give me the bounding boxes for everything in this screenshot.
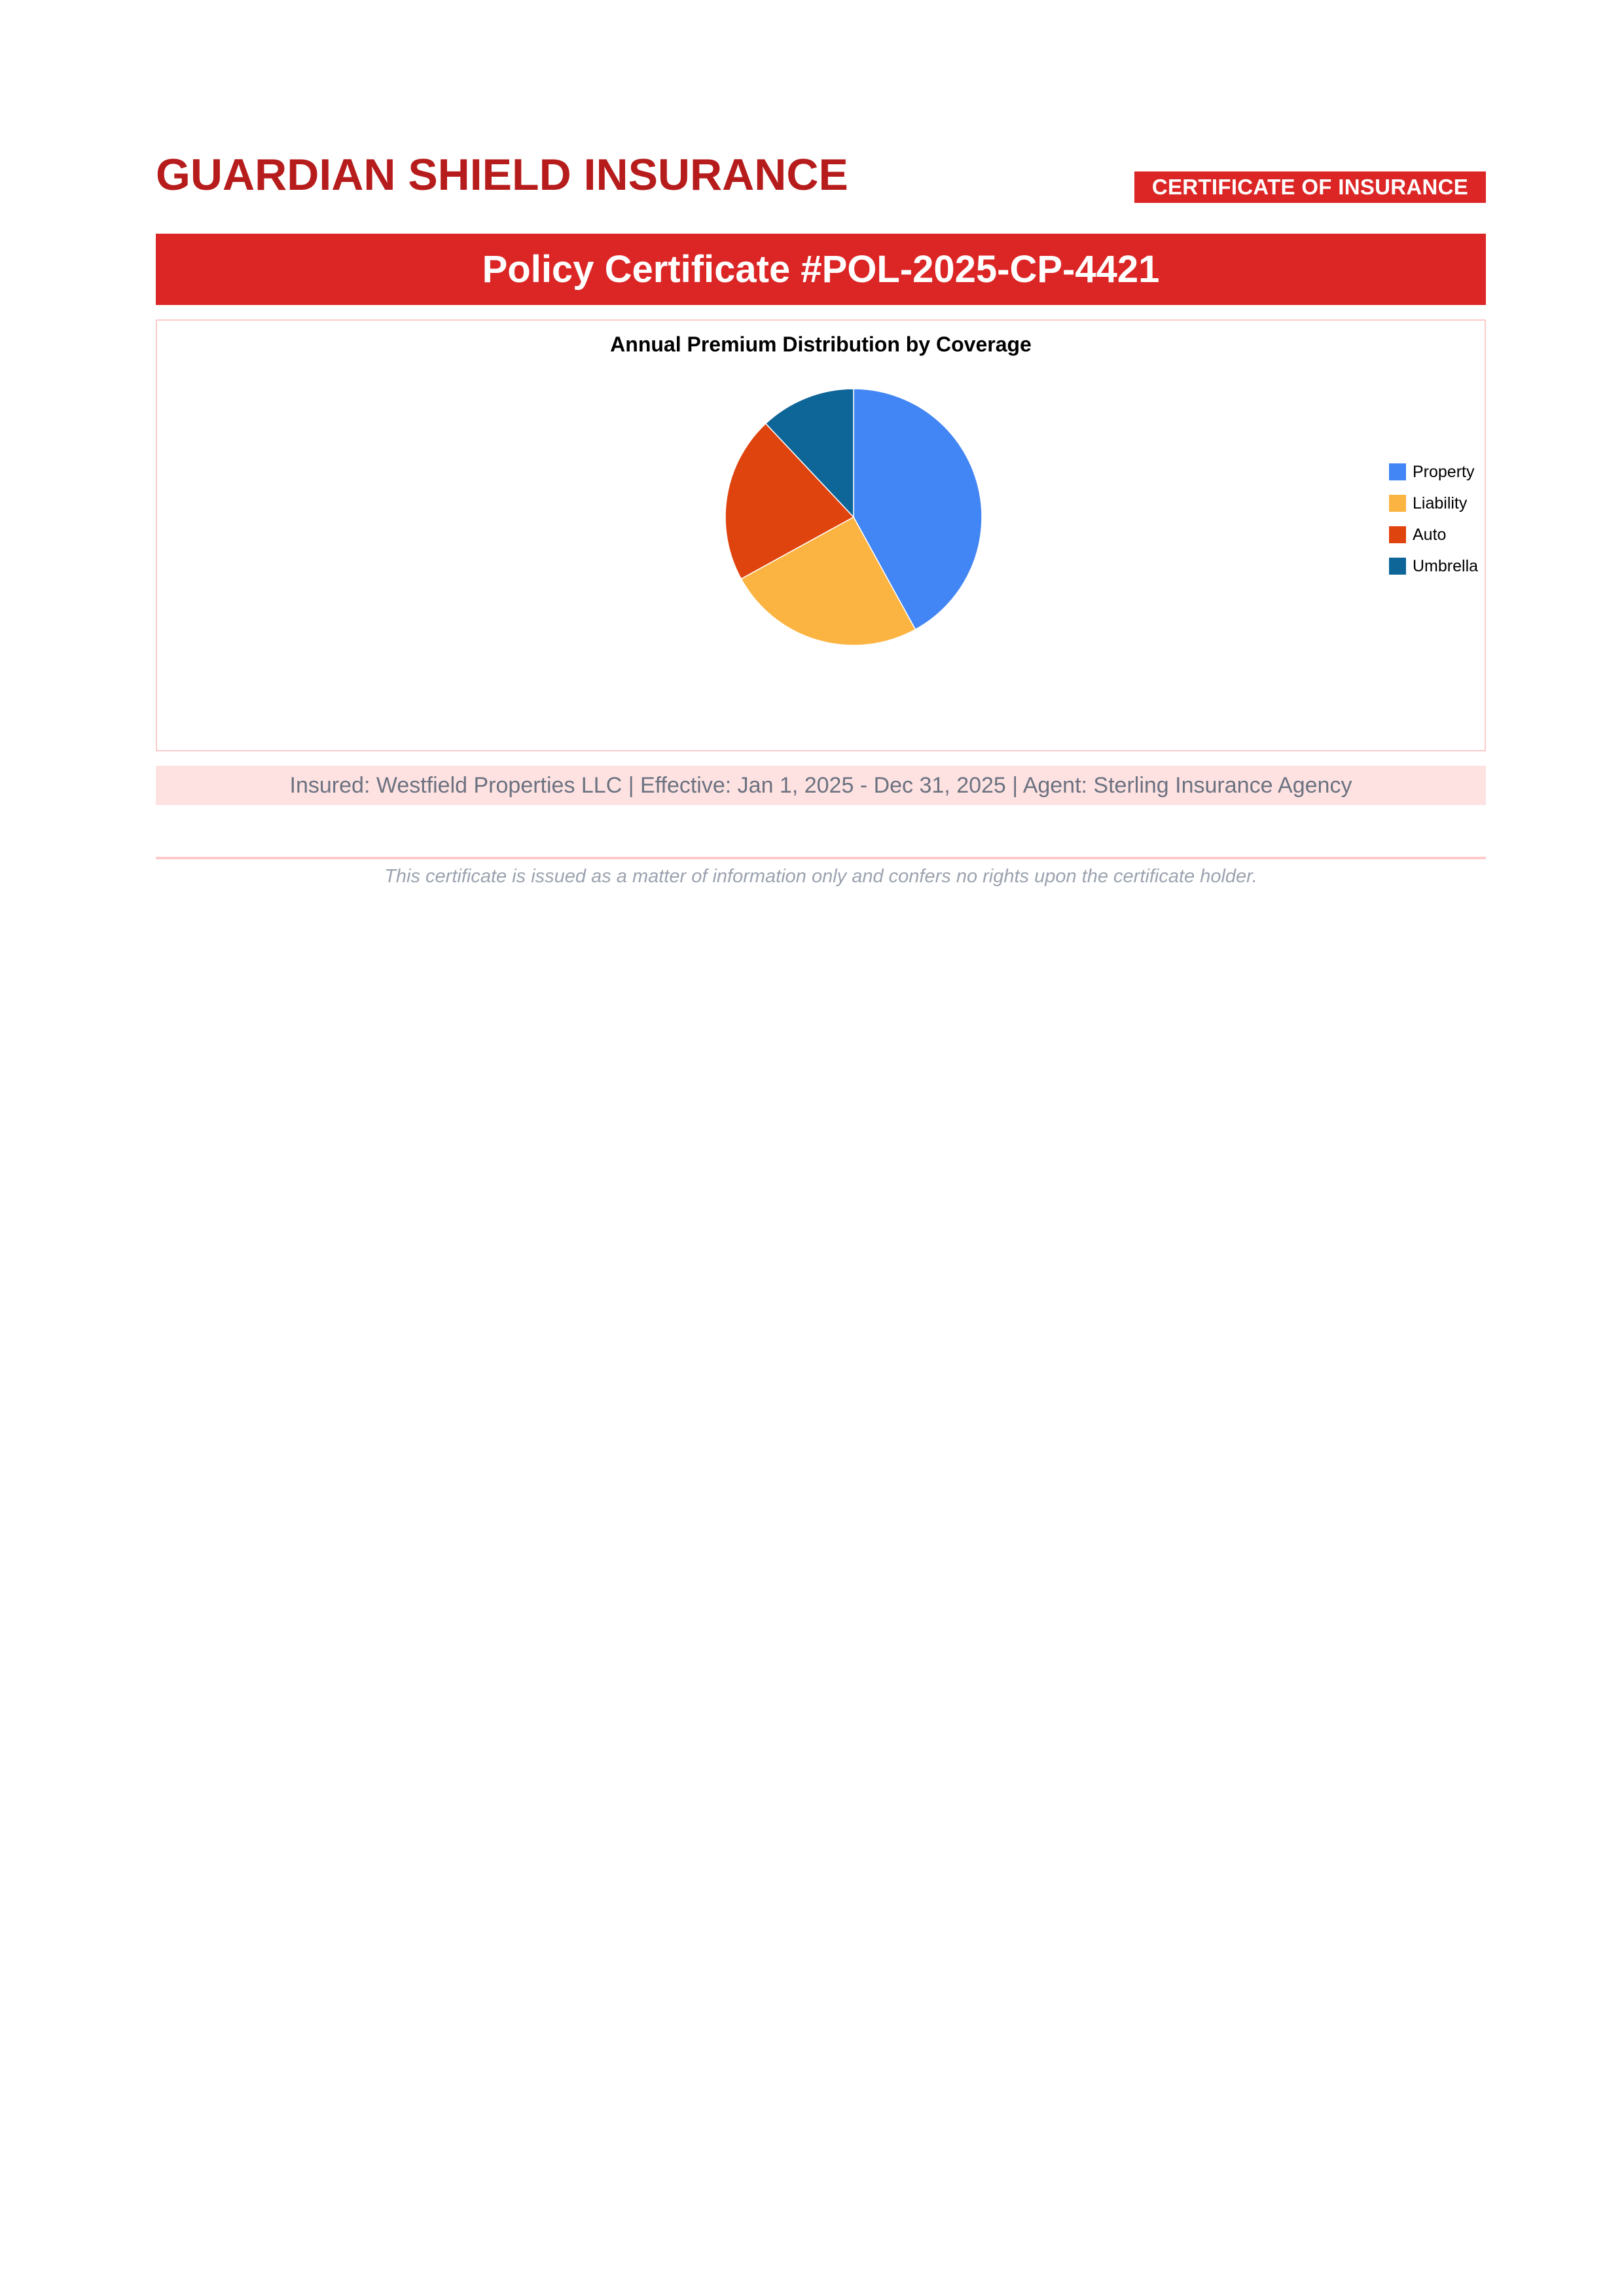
pie-chart <box>719 382 988 652</box>
disclaimer-text: This certificate is issued as a matter of information only and confers no rights upon the certificate holder. <box>384 866 1257 887</box>
legend-label: Liability <box>1413 494 1468 512</box>
policy-info-bar: Insured: Westfield Properties LLC | Effective: Jan 1, 2025 - Dec 31, 2025 | Agent: Sterling Insurance Agency <box>156 766 1486 805</box>
legend-label: Property <box>1413 463 1475 481</box>
chart-container <box>156 319 1486 751</box>
legend-swatch <box>1389 558 1406 575</box>
legend-swatch <box>1389 526 1406 543</box>
footer-divider <box>156 857 1486 859</box>
legend-swatch <box>1389 463 1406 480</box>
legend-swatch <box>1389 495 1406 512</box>
policy-banner: Policy Certificate #POL-2025-CP-4421 <box>156 234 1486 305</box>
legend-label: Umbrella <box>1413 557 1479 575</box>
chart-title: Annual Premium Distribution by Coverage <box>610 332 1032 356</box>
company-name: GUARDIAN SHIELD INSURANCE <box>156 150 848 200</box>
legend-label: Auto <box>1413 526 1447 544</box>
certificate-badge: CERTIFICATE OF INSURANCE <box>1134 171 1486 203</box>
